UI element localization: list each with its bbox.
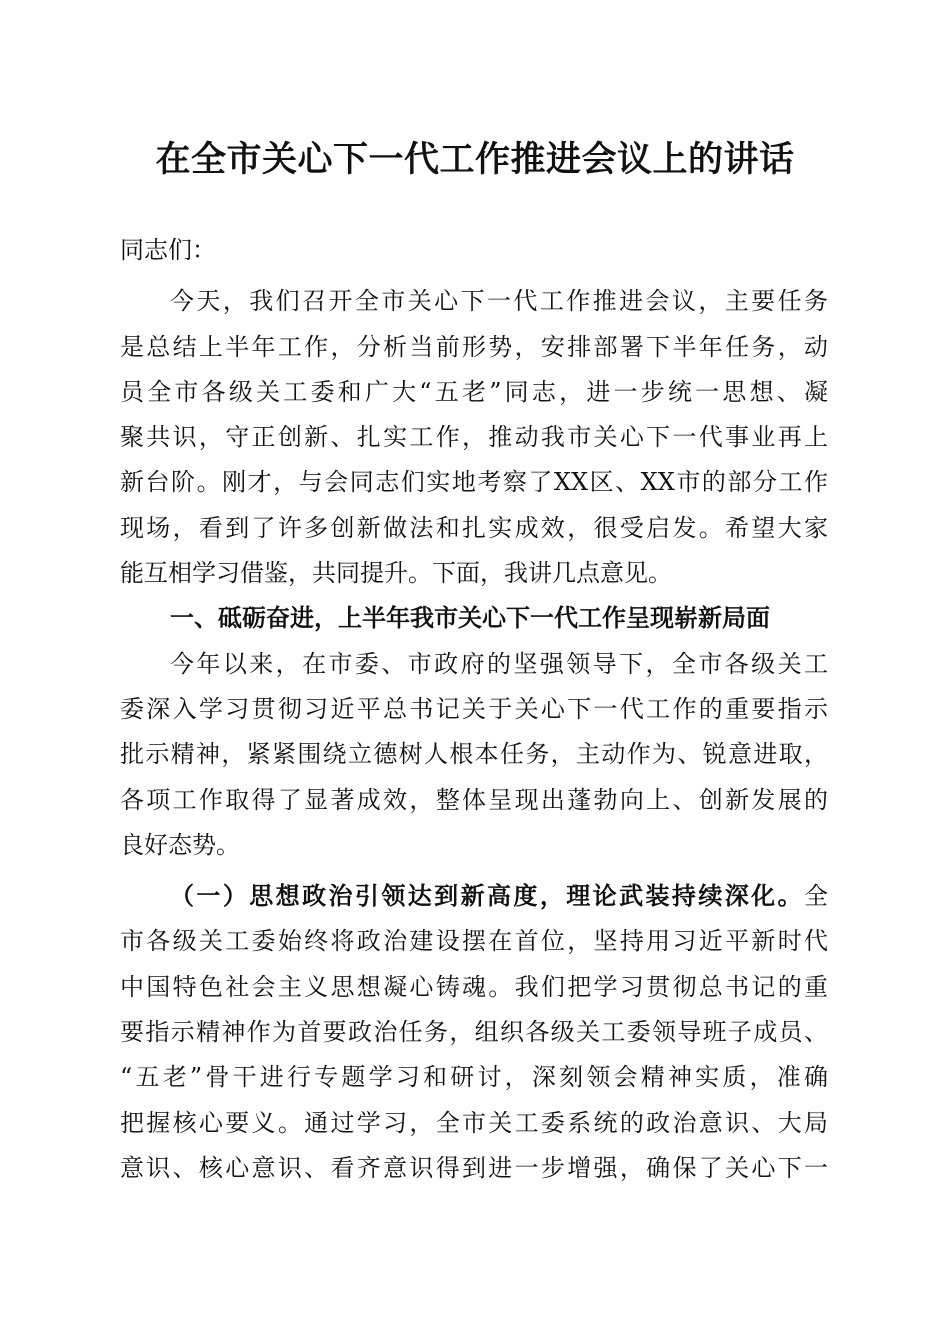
- paragraph-line: 现场，看到了许多创新做法和扎实成效，很受启发。希望大家: [120, 513, 828, 542]
- paragraph-line: 能互相学习借鉴，共同提升。下面，我讲几点意见。: [120, 559, 672, 588]
- salutation: 同志们：: [120, 236, 216, 264]
- paragraph-line: 今年以来，在市委、市政府的坚强领导下，全市各级关工: [170, 649, 828, 678]
- paragraph-line: 把握核心要义。通过学习，全市关工委系统的政治意识、大局: [120, 1108, 828, 1137]
- document-body: [120, 228, 828, 1191]
- paragraph-line: 员全市各级关工委和广大“五老”同志，进一步统一思想、凝: [120, 377, 828, 406]
- paragraph-line: 良好态势。: [120, 830, 240, 859]
- paragraph-fragment: 全: [804, 882, 828, 911]
- paragraph-line: 市各级关工委始终将政治建设摆在首位，坚持用习近平新时代: [120, 927, 828, 956]
- paragraph-line: 各项工作取得了显著成效，整体呈现出蓬勃向上、创新发展的: [120, 785, 828, 814]
- subsection-heading: （一）思想政治引领达到新高度，理论武装持续深化。: [170, 882, 804, 911]
- subsection-first-line: [120, 874, 828, 919]
- paragraph-line: 委深入学习贯彻习近平总书记关于关心下一代工作的重要指示: [120, 694, 828, 723]
- paragraph-line: “五老”骨干进行专题学习和研讨，深刻领会精神实质，准确: [120, 1063, 828, 1092]
- paragraph-line: 批示精神，紧紧围绕立德树人根本任务，主动作为、锐意进取，: [120, 740, 828, 769]
- paragraph-line: 意识、核心意识、看齐意识得到进一步增强，确保了关心下一: [120, 1153, 828, 1182]
- paragraph-line: 要指示精神作为首要政治任务，组织各级关工委领导班子成员、: [120, 1018, 828, 1047]
- paragraph-line: 今天，我们召开全市关心下一代工作推进会议，主要任务: [170, 287, 828, 316]
- paragraph-line: 是总结上半年工作，分析当前形势，安排部署下半年任务，动: [120, 332, 828, 361]
- paragraph-line: 新台阶。刚才，与会同志们实地考察了XX区、XX市的部分工作: [120, 468, 828, 497]
- section-heading: 一、砥砺奋进，上半年我市关心下一代工作呈现崭新局面: [170, 604, 770, 633]
- paragraph-line: 中国特色社会主义思想凝心铸魂。我们把学习贯彻总书记的重: [120, 972, 828, 1001]
- paragraph-line: 聚共识，守正创新、扎实工作，推动我市关心下一代事业再上: [120, 423, 828, 452]
- document-title: 在全市关心下一代工作推进会议上的讲话: [155, 140, 795, 180]
